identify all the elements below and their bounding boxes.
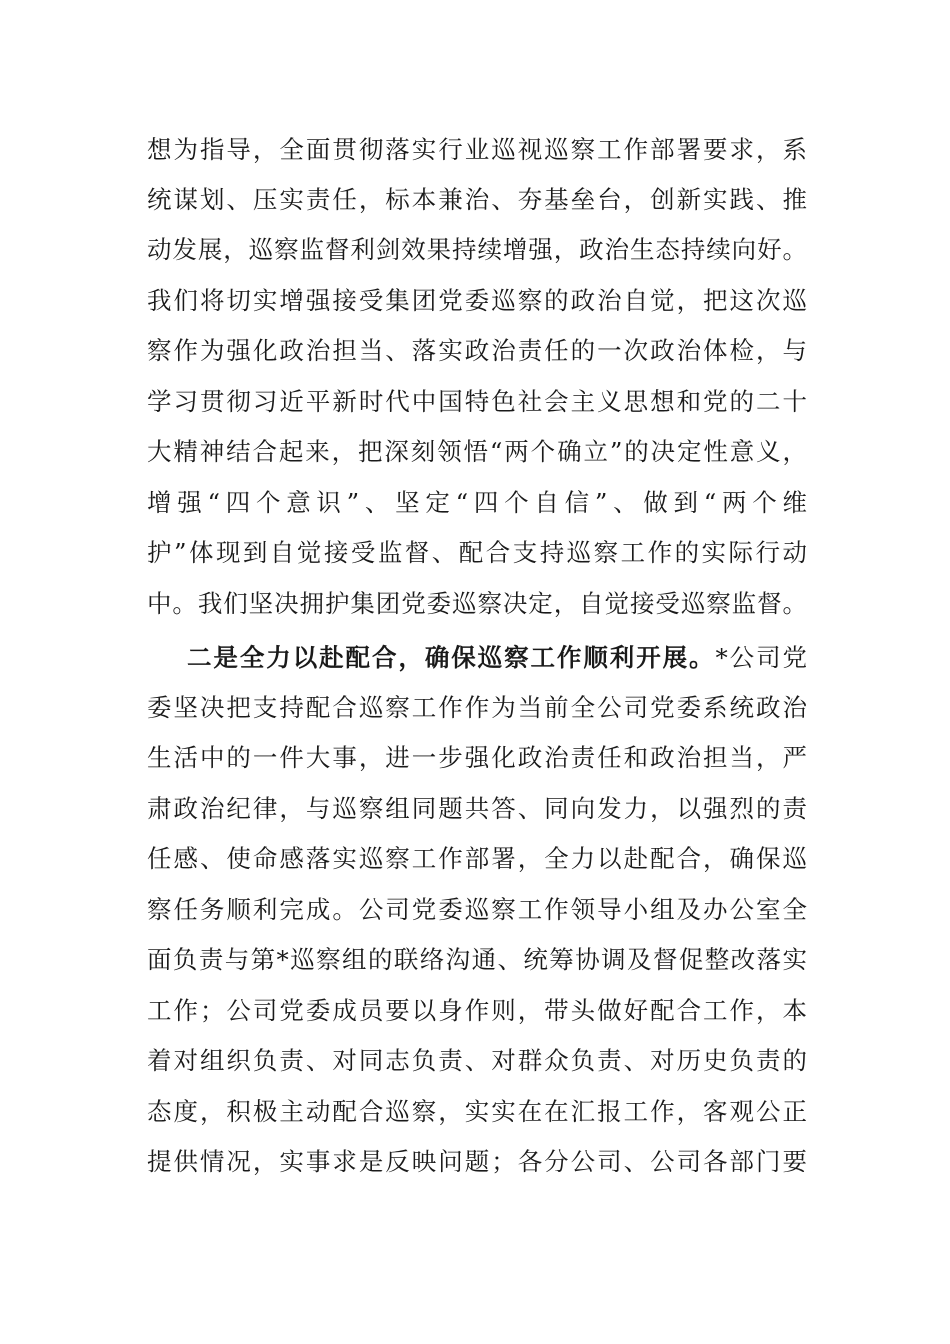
paragraph-line: 大精神结合起来，把深刻领悟“两个确立”的决定性意义， xyxy=(147,437,807,466)
paragraph-line: 态度，积极主动配合巡察，实实在在汇报工作，客观公正 xyxy=(147,1097,807,1126)
paragraph-heading-line xyxy=(187,638,807,678)
paragraph-line: 统谋划、压实责任，标本兼治、夯基垒台，创新实践、推 xyxy=(147,185,807,214)
paragraph-line: 察任务顺利完成。公司党委巡察工作领导小组及办公室全 xyxy=(147,895,807,924)
paragraph-line: 察作为强化政治担当、落实政治责任的一次政治体检，与 xyxy=(147,336,807,365)
paragraph-line: 动发展，巡察监督利剑效果持续增强，政治生态持续向好。 xyxy=(147,235,807,264)
paragraph-line: 提供情况，实事求是反映问题；各分公司、公司各部门要 xyxy=(147,1147,807,1176)
paragraph-line: 护”体现到自觉接受监督、配合支持巡察工作的实际行动 xyxy=(147,538,807,567)
paragraph-line: 增强“四个意识”、坚定“四个自信”、做到“两个维 xyxy=(147,488,807,517)
paragraph-line: 工作；公司党委成员要以身作则，带头做好配合工作，本 xyxy=(147,996,807,1025)
section-heading: 二是全力以赴配合，确保巡察工作顺利开展。 xyxy=(187,643,716,672)
paragraph-line: 肃政治纪律，与巡察组同题共答、同向发力，以强烈的责 xyxy=(147,794,807,823)
paragraph-line: 生活中的一件大事，进一步强化政治责任和政治担当，严 xyxy=(147,743,807,772)
heading-line-rest: *公司党 xyxy=(715,643,808,672)
paragraph-line: 着对组织负责、对同志负责、对群众负责、对历史负责的 xyxy=(147,1046,807,1075)
paragraph-line: 中。我们坚决拥护集团党委巡察决定，自觉接受巡察监督。 xyxy=(147,589,807,618)
paragraph-line: 面负责与第*巡察组的联络沟通、统筹协调及督促整改落实 xyxy=(147,945,807,974)
paragraph-line: 我们将切实增强接受集团党委巡察的政治自觉，把这次巡 xyxy=(147,286,807,315)
paragraph-line: 想为指导，全面贯彻落实行业巡视巡察工作部署要求，系 xyxy=(147,135,807,164)
paragraph-line: 学习贯彻习近平新时代中国特色社会主义思想和党的二十 xyxy=(147,387,807,416)
paragraph-line: 委坚决把支持配合巡察工作作为当前全公司党委系统政治 xyxy=(147,693,807,722)
paragraph-line: 任感、使命感落实巡察工作部署，全力以赴配合，确保巡 xyxy=(147,844,807,873)
